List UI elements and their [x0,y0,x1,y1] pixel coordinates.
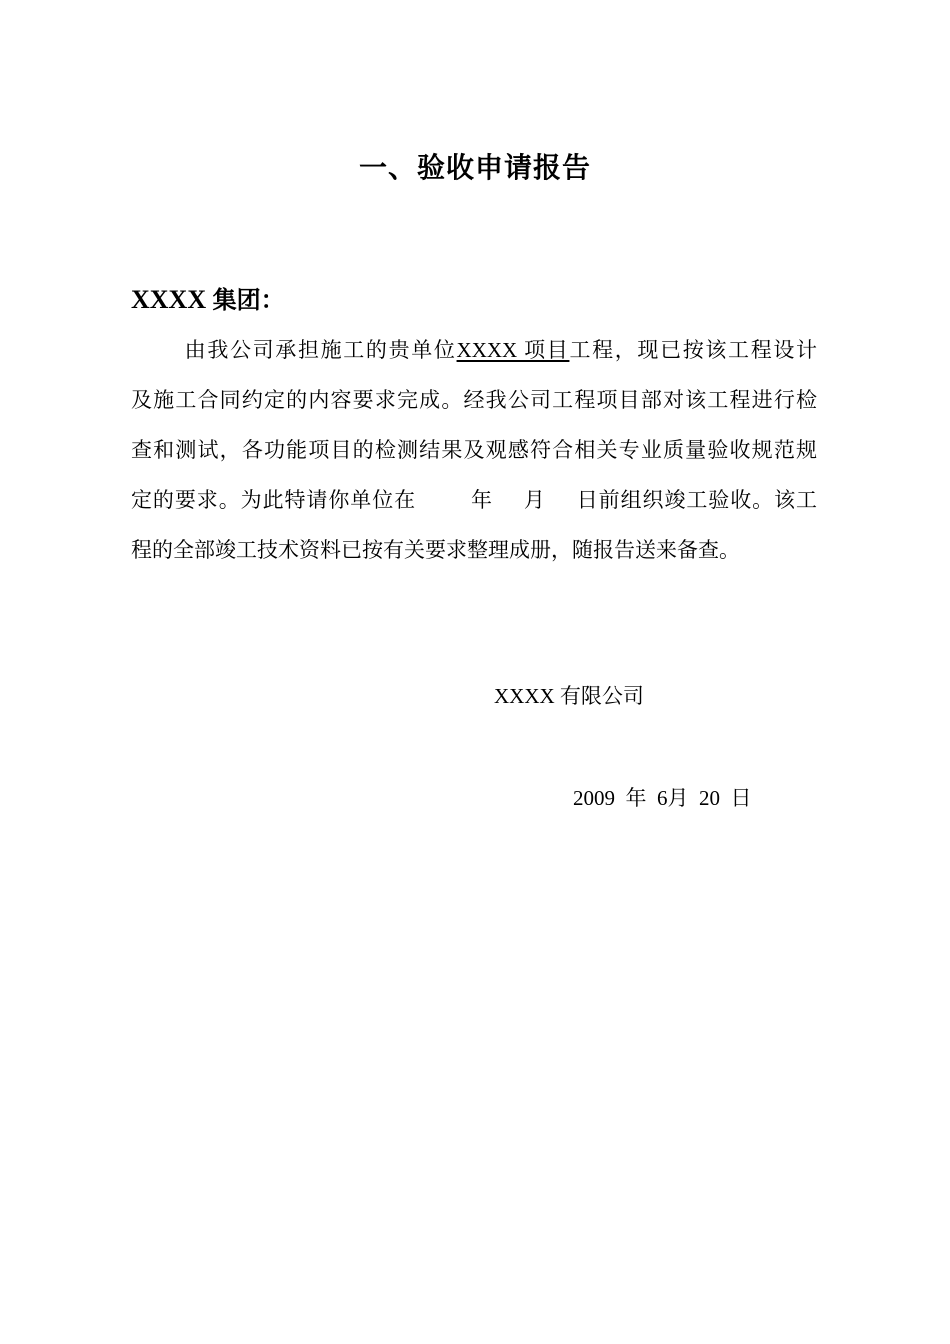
date-day-label: 日 [730,786,752,810]
body-line-1 [131,325,817,375]
date-month-label: 月 [667,786,689,810]
blank-month-label: 月 [522,488,546,512]
signature-date [573,782,752,812]
body-line-2: 及施工合同约定的内容要求完成。经我公司工程项目部对该工程进行检 [131,388,817,412]
date-month: 6 [657,786,668,810]
signature-company: XXXX 有限公司 [494,684,644,708]
blank-year-label: 年 [470,488,493,512]
body-line-3: 查和测试，各功能项目的检测结果及观感符合相关专业质量验收规范规 [131,438,817,462]
body-line-4-b: 日前组织竣工验收。该工 [575,488,818,512]
date-year: 2009 [573,786,615,810]
project-name: XXXX 项目 [456,338,570,362]
body-line-1-prefix: 由我公司承担施工的贵单位 [183,338,457,362]
salutation [131,280,285,315]
salutation-name: XXXX [131,285,207,314]
body-line-4-a: 定的要求。为此特请你单位在 [131,488,417,512]
date-year-label: 年 [625,786,647,810]
body-paragraph [131,325,817,575]
body-line-1-suffix: 工程，现已按该工程设计 [569,338,818,362]
body-line-5: 程的全部竣工技术资料已按有关要求整理成册，随报告送来备查。 [131,538,740,562]
body-line-4 [131,475,817,525]
date-day: 20 [699,786,720,810]
salutation-suffix: 集团： [212,286,285,314]
document-title: 一、验收申请报告 [358,151,591,184]
